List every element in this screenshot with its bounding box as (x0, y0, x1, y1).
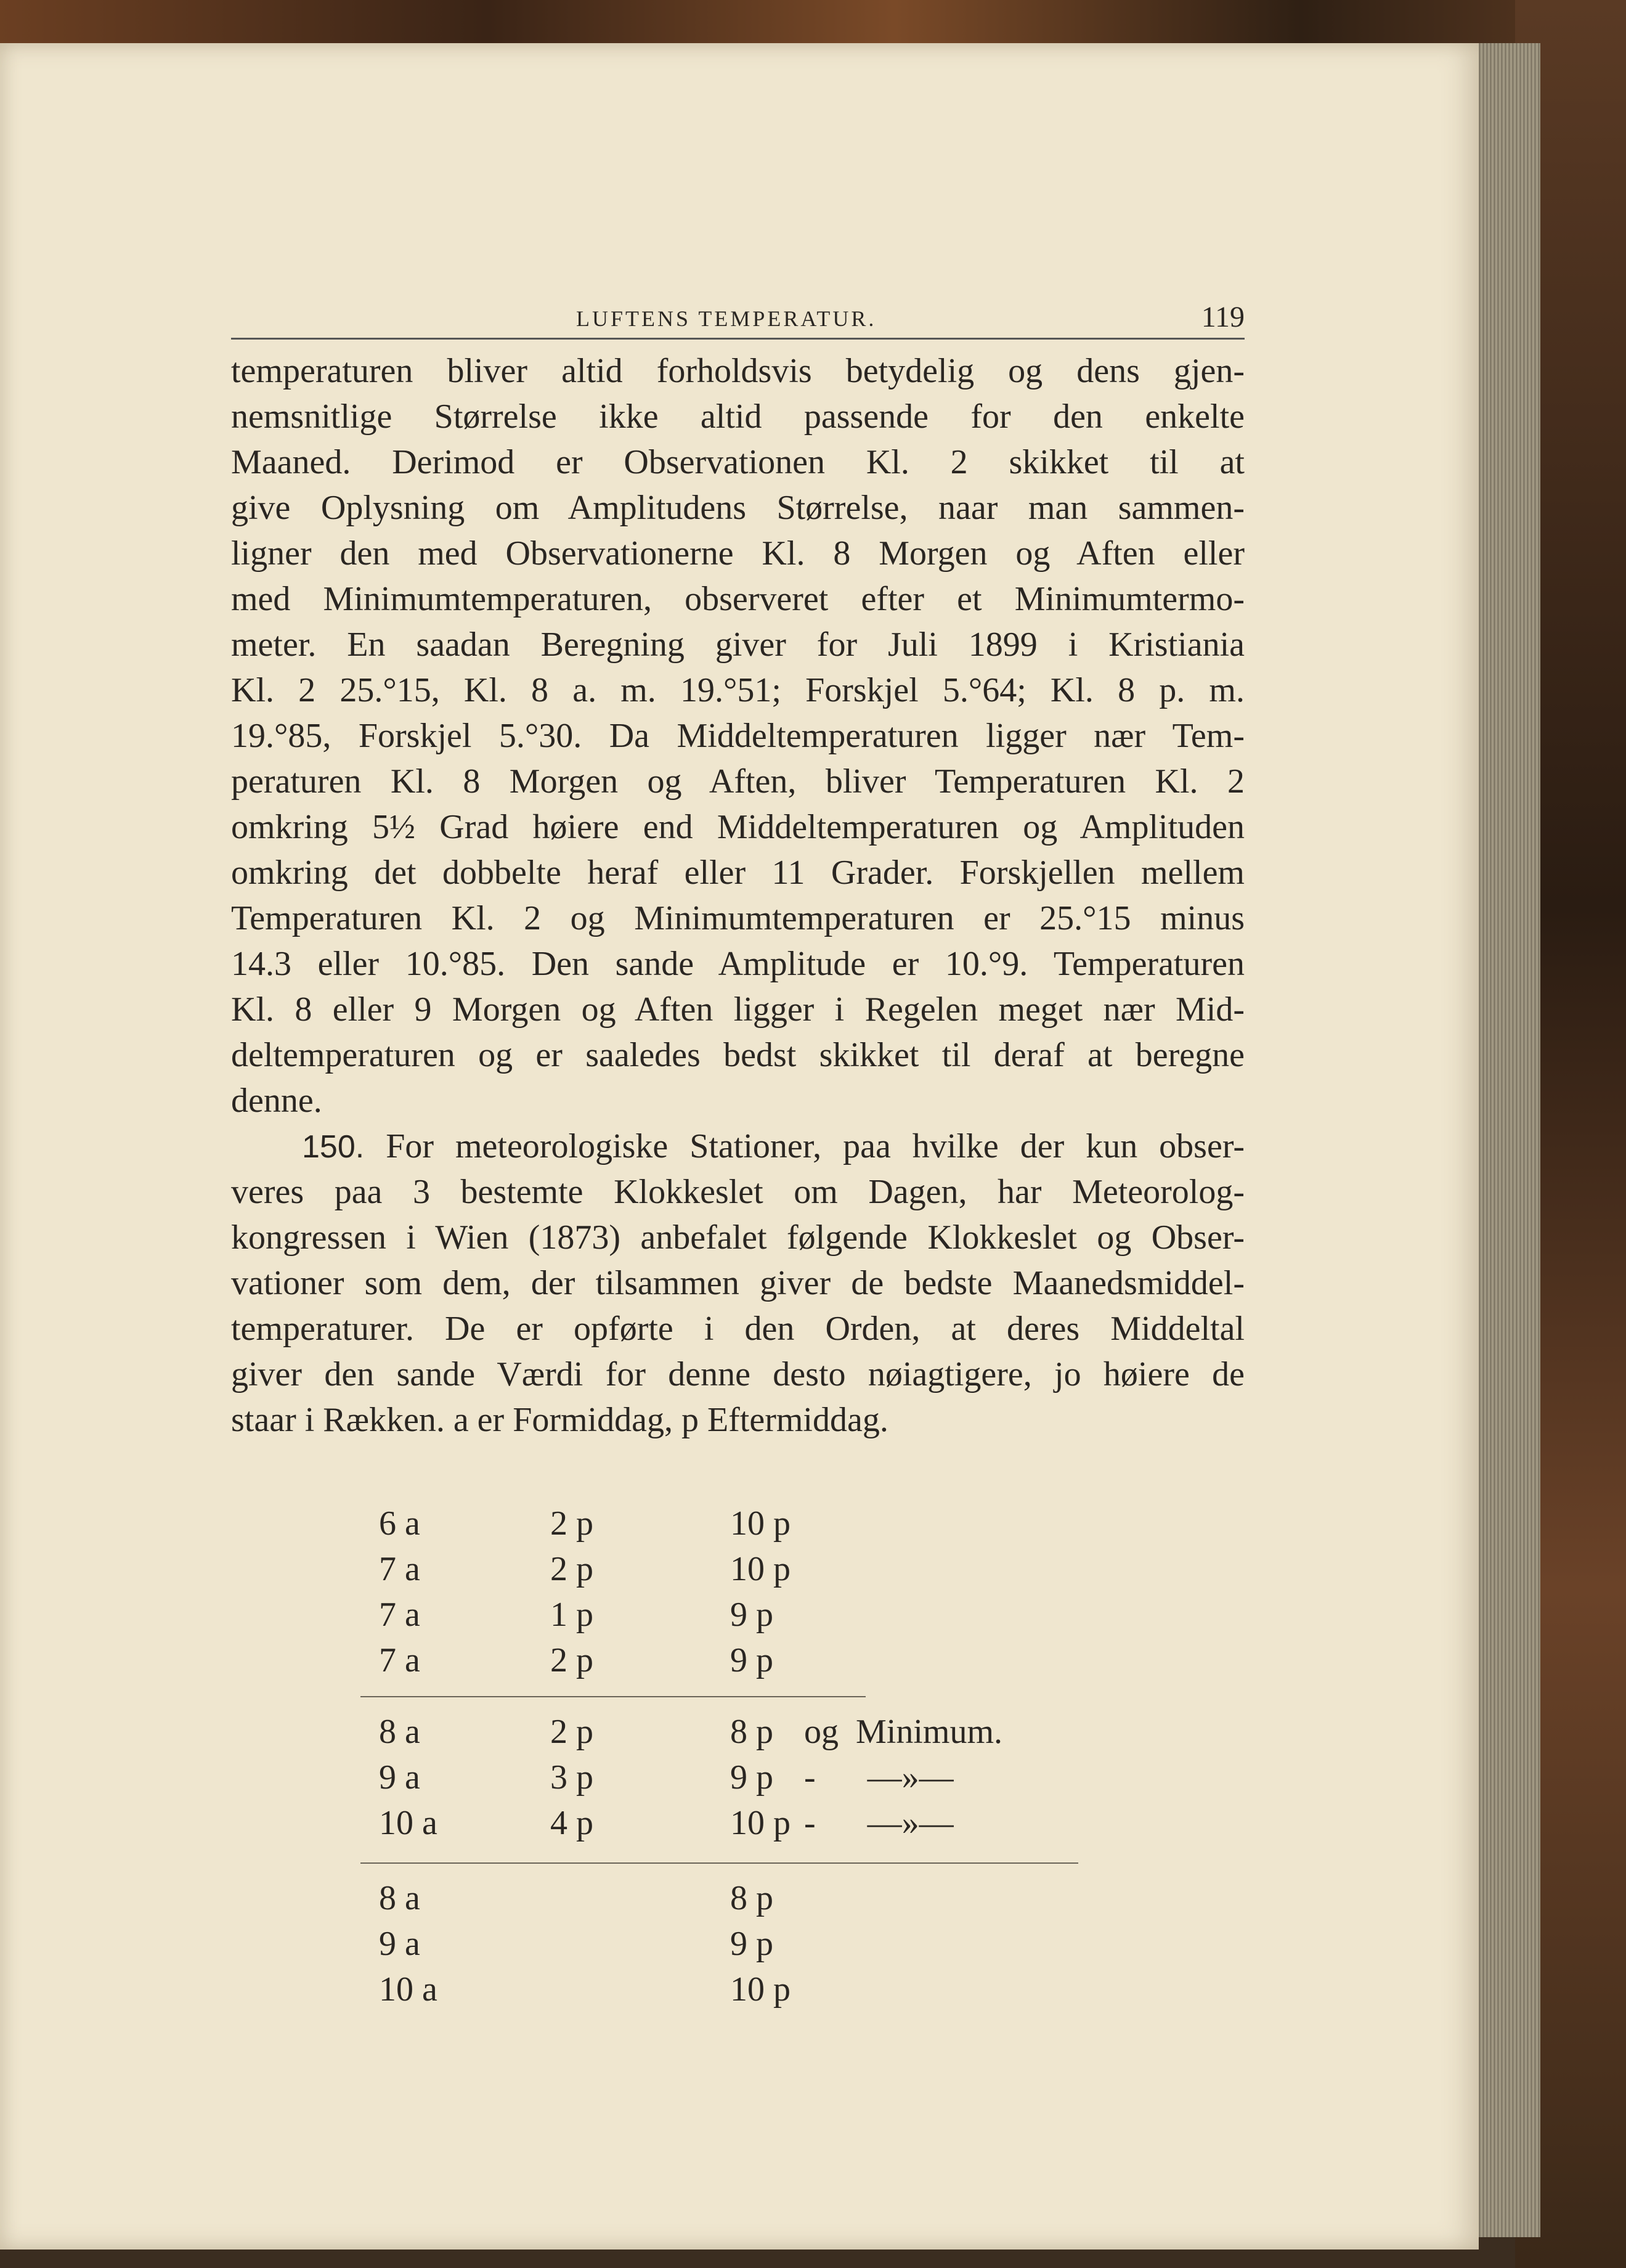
text-line: peraturen Kl. 8 Morgen og Aften, bliver Temperaturen Kl. 2 (231, 762, 1245, 801)
table-cell: 9 p (730, 1641, 773, 1679)
table-cell: 10 a (379, 1970, 437, 2009)
table-cell: 7 a (379, 1596, 420, 1634)
text-line: staar i Rækken. a er Formiddag, p Eftermiddag. (231, 1401, 888, 1439)
table-cell: 7 a (379, 1550, 420, 1588)
text-line: kongressen i Wien (1873) anbefalet følgende Klokkeslet og Obser- (231, 1218, 1245, 1257)
table-cell: 1 p (550, 1596, 593, 1634)
table-cell: 3 p (550, 1758, 593, 1797)
table-cell: 7 a (379, 1641, 420, 1679)
table-cell: 10 p (730, 1804, 791, 1842)
text-line: Kl. 8 eller 9 Morgen og Aften ligger i Regelen meget nær Mid- (231, 990, 1245, 1029)
page-number: 119 (1201, 301, 1245, 333)
text-line: omkring 5½ Grad høiere end Middeltemperaturen og Amplituden (231, 808, 1245, 846)
table-cell: 10 p (730, 1550, 791, 1588)
table-cell: 10 a (379, 1804, 437, 1842)
table-cell: 2 p (550, 1504, 593, 1543)
table-cell: 10 p (730, 1504, 791, 1543)
text-line: Maaned. Derimod er Observationen Kl. 2 skikket til at (231, 443, 1245, 481)
text-line: 19.°85, Forskjel 5.°30. Da Middeltemperaturen ligger nær Tem- (231, 717, 1245, 755)
table-cell: 2 p (550, 1550, 593, 1588)
table-cell: 2 p (550, 1713, 593, 1751)
text-line: temperaturer. De er opførte i den Orden, at deres Middeltal (231, 1310, 1245, 1348)
text-line: Kl. 2 25.°15, Kl. 8 a. m. 19.°51; Forskjel 5.°64; Kl. 8 p. m. (231, 671, 1245, 709)
text-line: 14.3 eller 10.°85. Den sande Amplitude er 10.°9. Temperaturen (231, 945, 1245, 983)
section-number: 150. (302, 1129, 365, 1165)
table-cell: 8 p (730, 1713, 773, 1751)
page-header (231, 295, 1245, 340)
text-line: give Oplysning om Amplitudens Størrelse, naar man sammen- (231, 489, 1245, 527)
text-line: meter. En saadan Beregning giver for Juli 1899 i Kristiania (231, 626, 1245, 664)
table-cell: 4 p (550, 1804, 593, 1842)
text-line: omkring det dobbelte heraf eller 11 Grader. Forskjellen mellem (231, 854, 1245, 892)
section-first-line-text: For meteorologiske Stationer, paa hvilke der kun obser- (386, 1127, 1245, 1165)
text-line: vationer som dem, der tilsammen giver de bedste Maanedsmiddel- (231, 1264, 1245, 1302)
text-line: temperaturen bliver altid forholdsvis betydelig og dens gjen- (231, 352, 1245, 390)
section-first-line (231, 1124, 1245, 1169)
text-line: giver den sande Værdi for denne desto nøiagtigere, jo høiere de (231, 1355, 1245, 1393)
table-cell: 9 a (379, 1925, 420, 1963)
table-cell: 10 p (730, 1970, 791, 2009)
table-cell: 8 p (730, 1879, 773, 1917)
table-divider (360, 1862, 1078, 1864)
table-cell: 9 p (730, 1925, 773, 1963)
table-cell: 9 a (379, 1758, 420, 1797)
text-line: veres paa 3 bestemte Klokkeslet om Dagen, har Meteorolog- (231, 1173, 1245, 1211)
running-title: LUFTENS TEMPERATUR. (576, 306, 877, 331)
table-cell: 6 a (379, 1504, 420, 1543)
table-cell: 9 p (730, 1758, 773, 1797)
table-cell: - —»— (804, 1804, 954, 1842)
text-line: denne. (231, 1082, 322, 1120)
text-line: deltemperaturen og er saaledes bedst skikket til deraf at beregne (231, 1036, 1245, 1074)
table-divider (360, 1696, 866, 1697)
body-text (231, 348, 1245, 1443)
table-cell: 9 p (730, 1596, 773, 1634)
table-cell: - —»— (804, 1758, 954, 1797)
table-cell: 2 p (550, 1641, 593, 1679)
table-cell: 8 a (379, 1713, 420, 1751)
text-line: ligner den med Observationerne Kl. 8 Morgen og Aften eller (231, 534, 1245, 573)
table-cell: 8 a (379, 1879, 420, 1917)
text-line: med Minimumtemperaturen, observeret efter et Minimumtermo- (231, 580, 1245, 618)
text-line: nemsnitlige Størrelse ikke altid passende for den enkelte (231, 398, 1245, 436)
text-line: Temperaturen Kl. 2 og Minimumtemperaturen er 25.°15 minus (231, 899, 1245, 937)
table-cell: og Minimum. (804, 1713, 1003, 1751)
page-edges (1473, 43, 1540, 2237)
